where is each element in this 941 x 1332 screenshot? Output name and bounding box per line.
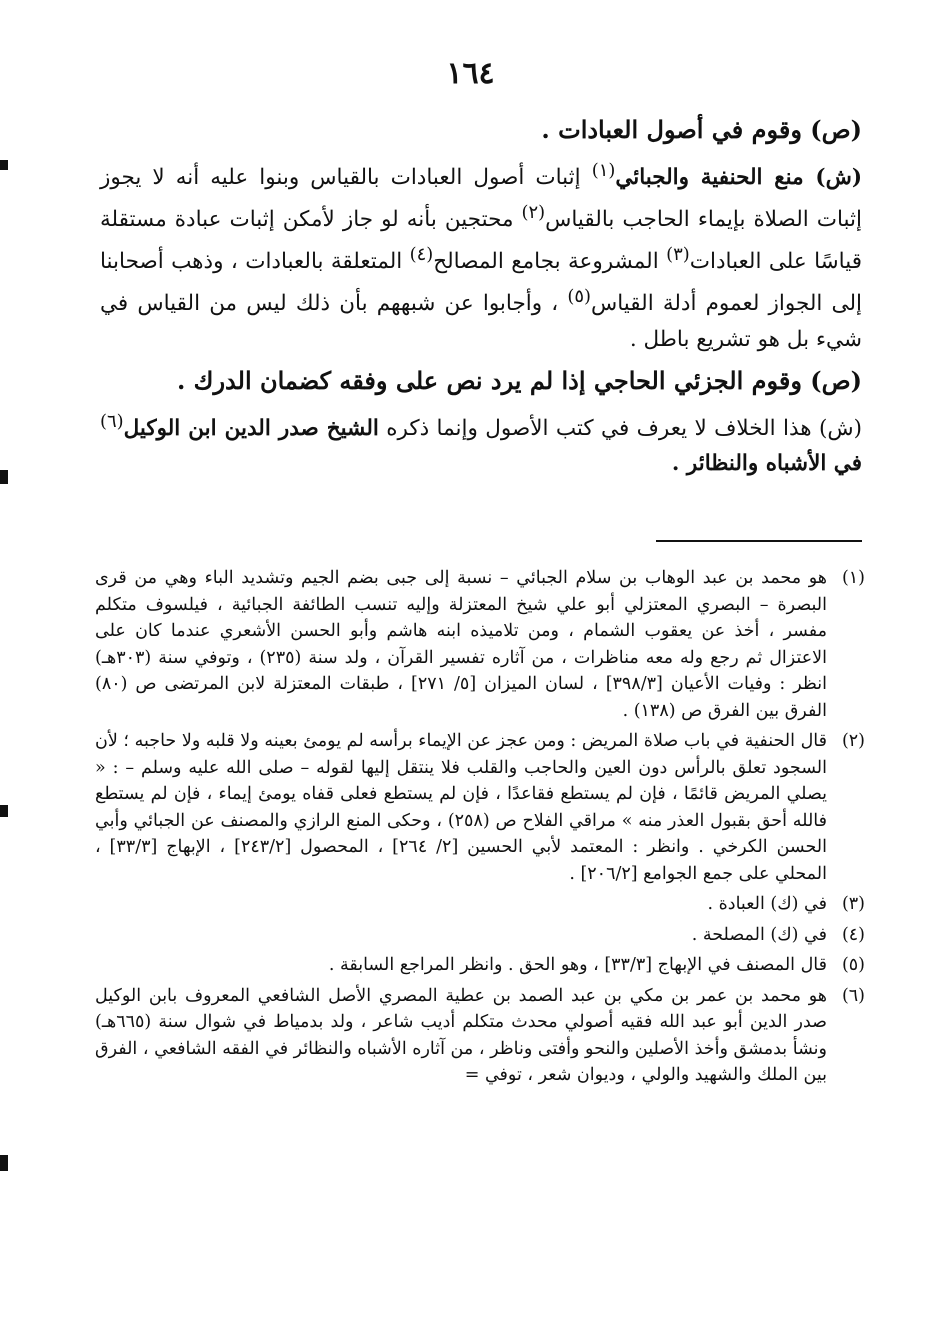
footnote-number: (٤) (841, 924, 865, 945)
footnote-text: في (ك) المصلحة . (691, 924, 827, 945)
statement-paragraph-2: (ص) وقوم الجزئي الحاجي إذا لم يرد نص على وفقه كضمان الدرك . (176, 365, 862, 395)
footnote (95, 952, 865, 979)
commentary-paragraph-1 (100, 153, 862, 357)
commentary-text-e: ، وأجابوا عن شبههم بأن ذلك ليس من القياس في شيء بل هو تشريع باطل . (100, 291, 862, 352)
footnotes (95, 565, 865, 1093)
statement-paragraph-1: (ص) وقوم في أصول العبادات . (541, 115, 862, 144)
commentary-paragraph-2 (100, 404, 862, 481)
commentary-text-b: محتجين بأنه لو جاز لأمكن إثبات عبادة مستقلة قياسًا على العبادات (100, 207, 862, 275)
commentary-2-tail: في الأشباه والنظائر . (671, 450, 862, 476)
footnote-number: (٥) (841, 955, 865, 975)
footnote (95, 891, 865, 918)
footnote-ref-2[interactable]: (٢) (521, 202, 546, 224)
commentary-text-d: المتعلقة بالعبادات ، وذهب أصحابنا إلى الجواز لعموم أدلة القياس (100, 249, 862, 317)
commentary-2-name: الشيخ صدر الدين ابن الوكيل (123, 415, 379, 441)
scan-edge-mark (0, 1155, 8, 1171)
footnote-text: هو محمد بن عمر بن مكي بن عبد الصمد بن عطية المصري الأصل الشافعي المعروف بابن الوكيل صدر الدين أبو عبد الله فقيه أصولي محدث متكلم أديب شاعر ، ولد بدمياط في شوال سنة (٦٦٥هـ) ونشأ بدمشق وأخذ الأصلين والنحو وأفتى وناظر ، من آثاره الأشباه والنظائر في الفقه الشافعي ، الفرق بين الملك والشهيد والولي ، وديوان شعر ، توفي = (95, 985, 827, 1085)
footnote-ref-4[interactable]: (٤) (409, 244, 434, 266)
footnote-number: (٣) (841, 894, 865, 914)
footnote (95, 565, 865, 724)
footnote-separator (656, 540, 862, 542)
scan-edge-mark (0, 470, 8, 484)
commentary-text-c: المشروعة بجامع المصالح (433, 249, 667, 275)
footnote (95, 922, 865, 949)
commentary-lead: (ش) منع الحنفية والجبائي (615, 165, 862, 191)
scan-edge-mark (0, 160, 8, 170)
footnote-ref-5[interactable]: (٥) (567, 286, 591, 308)
footnote (95, 728, 865, 887)
footnote-text: قال الحنفية في باب صلاة المريض : ومن عجز عن الإيماء برأسه لم يومئ بعينه ولا قلبه ولا حاجبه ؛ لأن السجود تعلق بالرأس دون العين والحاجب والقلب فلا ينتقل إليها لقوله – صلى الله عليه وسلم – : « يصلي المريض قائمًا ، فإن لم يستطع فقاعدًا ، فإن لم يستطع فعلى قفاه يومئ إيماء ، فإن لم يستطع فالله أحق بقبول العذر منه » مراقي الفلاح ص (٢٥٨) ، وحكى المنع الرازي والمصنف عن الجبائي وأبي الحسن الكرخي . وانظر : المعتمد لأبي الحسين [٢/ ٢٦٤] ، المحصول [٢٤٣/٢] ، الإبهاج [٣٣/٣] ، المحلي على جمع الجوامع [٢٠٦/٢] . (95, 731, 827, 884)
footnote-number: (٢) (841, 731, 865, 751)
commentary-2-lead: (ش) هذا الخلاف لا يعرف في كتب الأصول وإنما ذكره (378, 415, 862, 441)
main-text (100, 112, 862, 487)
footnote-text: هو محمد بن عبد الوهاب بن سلام الجبائي – نسبة إلى جبى بضم الجيم وتشديد الباء وهي من قرى البصرة – البصري المعتزلي أبو علي شيخ المعتزلة وإليه تنسب الطائفة الجبائية ، فيلسوف متكلم مفسر ، أخذ عن يعقوب الشمام ، ومن تلاميذه ابنه هاشم وأبو الحسن الأشعري عندما كان على الاعتزال ثم رجع وله معه مناظرات ، من آثاره تفسير القرآن ، ولد سنة (٢٣٥) ، وتوفي سنة (٣٠٣هـ) انظر : وفيات الأعيان [٣٩٨/٣] ، لسان الميزان [٥/ ٢٧١] ، طبقات المعتزلة لابن المرتضى ص (٨٠) الفرق بين الفرق ص (١٣٨) . (95, 568, 827, 721)
commentary-text-a: إثبات أصول العبادات بالقياس وبنوا عليه أنه لا يجوز إثبات الصلاة بإيماء الحاجب بالقياس (100, 165, 862, 233)
page-number: ١٦٤ (446, 56, 495, 91)
footnote-number: (٦) (841, 985, 865, 1006)
footnote-number: (١) (841, 568, 865, 588)
footnote-ref-3[interactable]: (٣) (666, 244, 690, 266)
footnote-ref-6[interactable]: (٦) (100, 410, 124, 432)
footnote-text: في (ك) العبادة . (707, 894, 827, 914)
footnote (95, 983, 865, 1089)
scan-edge-mark (0, 805, 8, 817)
footnote-ref-1[interactable]: (١) (591, 160, 616, 181)
footnote-text: قال المصنف في الإبهاج [٣٣/٣] ، وهو الحق . وانظر المراجع السابقة . (328, 955, 827, 975)
